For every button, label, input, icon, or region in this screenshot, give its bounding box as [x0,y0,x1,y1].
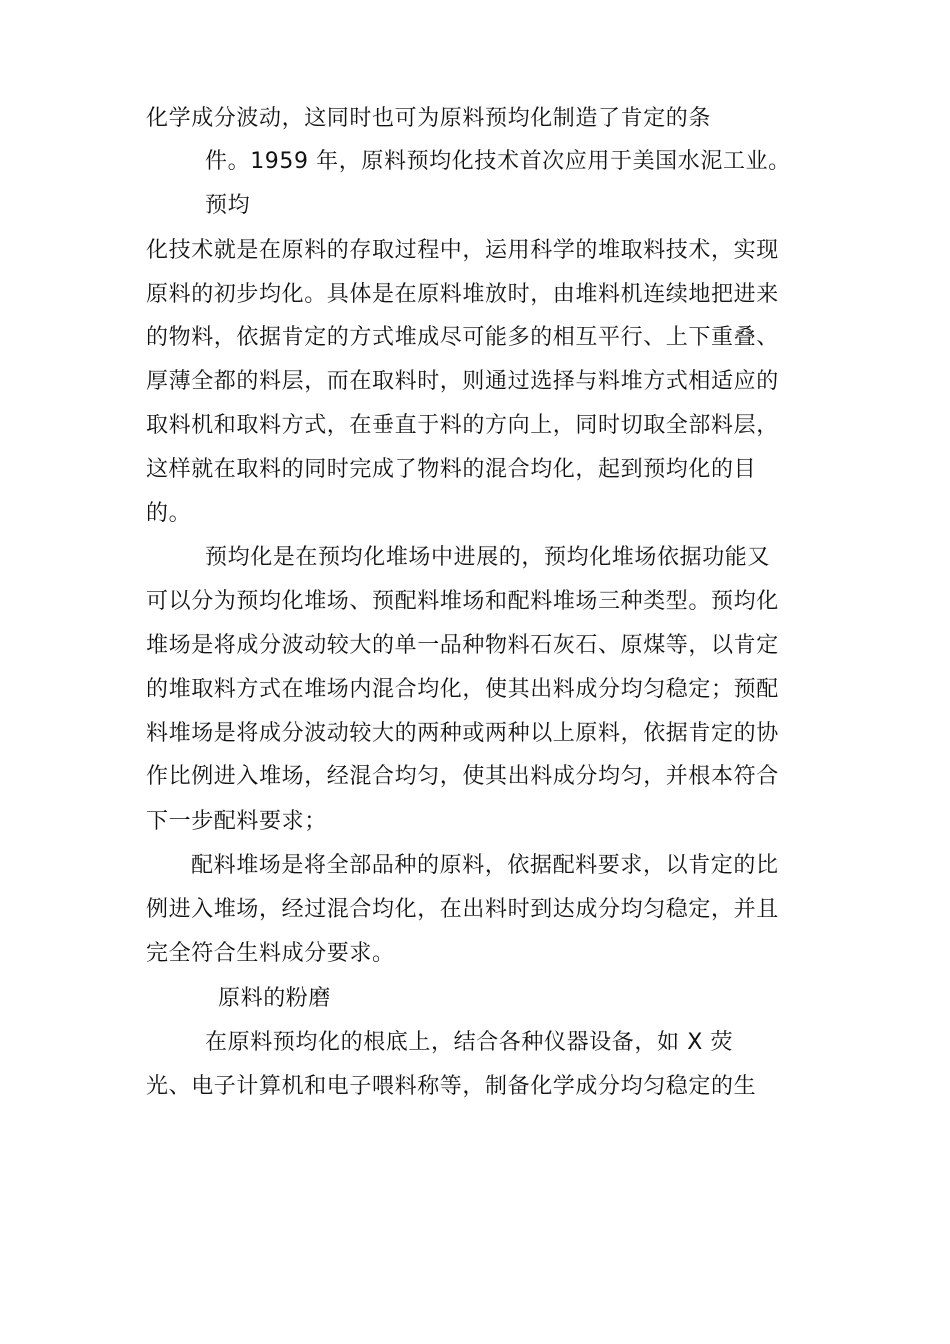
text-line: 可以分为预均化堆场、预配料堆场和配料堆场三种类型。预均化 [146,589,779,614]
text-line: 料堆场是将成分波动较大的两种或两种以上原料，依据肯定的协 [146,721,779,746]
section-heading: 原料的粉磨 [218,986,332,1011]
text-line: 的堆取料方式在堆场内混合均化，使其出料成分均匀稳定；预配 [146,677,779,702]
text-line: 在原料预均化的根底上，结合各种仪器设备，如 X 荧 [205,1030,734,1055]
text-line: 取料机和取料方式，在垂直于料的方向上，同时切取全部料层， [146,413,779,438]
text-line: 配料堆场是将全部品种的原料，依据配料要求，以肯定的比 [191,853,779,878]
text-line: 下一步配料要求； [146,809,327,834]
text-line: 光、电子计算机和电子喂料称等，制备化学成分均匀稳定的生 [146,1074,757,1099]
text-line: 厚薄全都的料层，而在取料时，则通过选择与料堆方式相适应的 [146,369,779,394]
text-line: 化技术就是在原料的存取过程中，运用科学的堆取料技术，实现 [146,238,779,263]
text-line: 例进入堆场，经过混合均化，在出料时到达成分均匀稳定，并且 [146,897,779,922]
text-line: 堆场是将成分波动较大的单一品种物料石灰石、原煤等，以肯定 [146,633,779,658]
text-line: 化学成分波动，这同时也可为原料预均化制造了肯定的条 [146,106,712,131]
text-line: 作比例进入堆场，经混合均匀，使其出料成分均匀，并根本符合 [146,764,779,789]
text-line: 件。1959 年，原料预均化技术首次应用于美国水泥工业。 [205,149,791,174]
text-line: 的。 [146,501,192,526]
text-line: 预均 [205,193,251,218]
text-line: 这样就在取料的同时完成了物料的混合均化，起到预均化的目 [146,457,757,482]
text-line: 的物料，依据肯定的方式堆成尽可能多的相互平行、上下重叠、 [146,325,779,350]
text-line: 完全符合生料成分要求。 [146,941,395,966]
text-line: 预均化是在预均化堆场中进展的，预均化堆场依据功能又 [205,545,771,570]
text-line: 原料的初步均化。具体是在原料堆放时，由堆料机连续地把进来 [146,282,779,307]
